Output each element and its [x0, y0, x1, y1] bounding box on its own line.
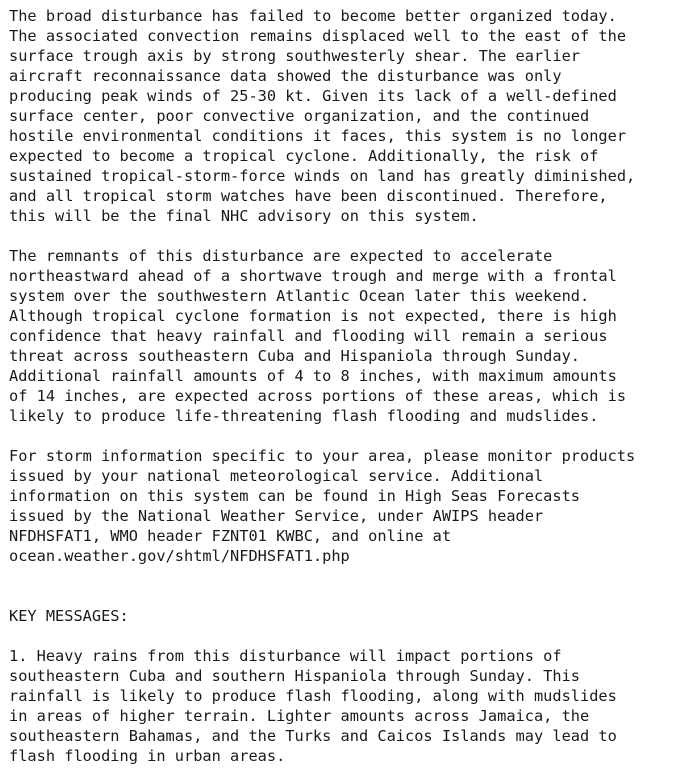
discussion-paragraph-2: The remnants of this disturbance are expected to accelerate northeastward ahead of a shortwave trough and merge with a frontal system over the southwestern Atlantic Ocean later this weekend. Although tropical cyclone formation is not expected, there is high confidence that heavy rainfall and flooding will remain a serious threat across southeastern Cuba and Hispaniola through Sunday. Additional rainfall amounts of 4 to 8 inches, with maximum amounts of 14 inches, are expected across portions of these areas, which is likely to produce life-threatening flash flooding and mudslides. — [9, 247, 627, 425]
key-message-1: 1. Heavy rains from this disturbance will impact portions of southeastern Cuba and southern Hispaniola through Sunday. This rainfall is likely to produce flash flooding, along with mudslides in areas of higher terrain. Lighter amounts across Jamaica, the southeastern Bahamas, and the Turks and Caicos Islands may lead to flash flooding in urban areas. — [9, 647, 617, 765]
key-messages-heading: KEY MESSAGES: — [9, 607, 129, 625]
discussion-paragraph-1: The broad disturbance has failed to become better organized today. The associated convection remains displaced well to the east of the surface trough axis by strong southwesterly shear. The earlier aircraft reconnaissance data showed the disturbance was only producing peak winds of 25-30 kt. Given its lack of a well-defined surface center, poor convective organization, and the continued hostile environmental conditions it faces, this system is no longer expected to become a tropical cyclone. Additionally, the risk of sustained tropical-storm-force winds on land has greatly diminished, and all tropical storm watches have been discontinued. Therefore, this will be the final NHC advisory on this system. — [9, 7, 636, 225]
discussion-paragraph-3: For storm information specific to your area, please monitor products issued by your national meteorological service. Additional information on this system can be found in High Seas Forecasts issued by the National Weather Service, under AWIPS header NFDHSFAT1, WMO header FZNT01 KWBC, and online at ocean.weather.gov/shtml/NFDHSFAT1.php — [9, 447, 636, 565]
